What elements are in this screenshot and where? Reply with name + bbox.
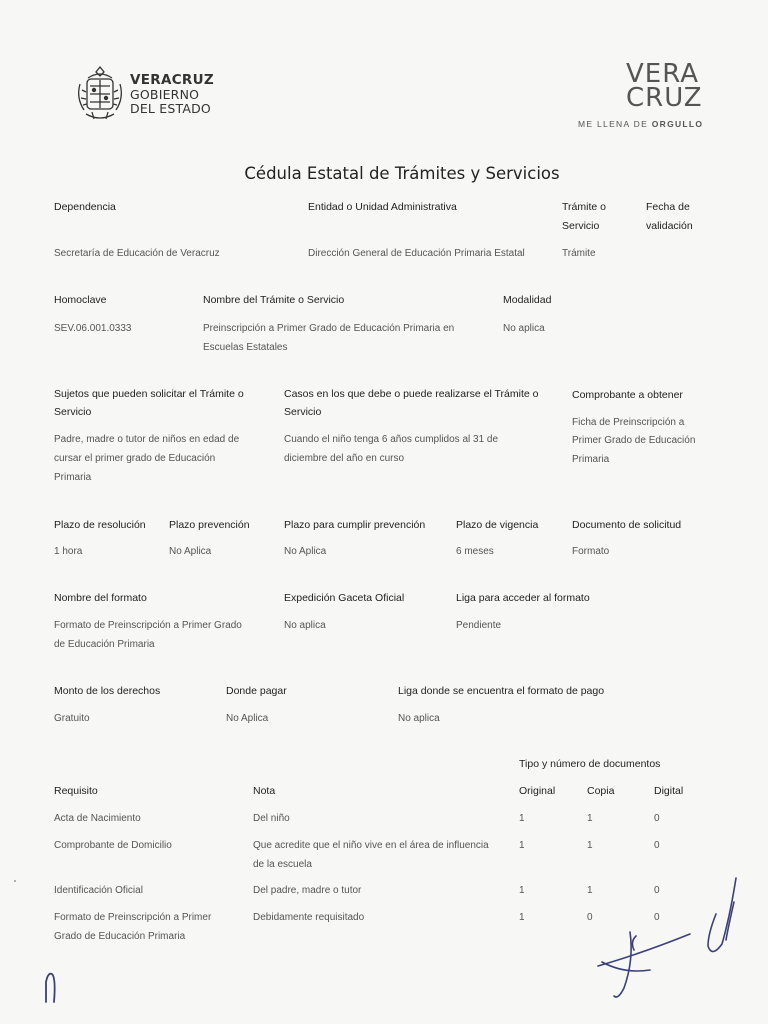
nombre-formato-value-1: Formato de Preinscripción a Primer Grado <box>54 620 242 631</box>
documento-solicitud-label: Documento de solicitud <box>572 519 682 531</box>
plazo-cumplir-value: No Aplica <box>284 546 327 557</box>
copia-cell: 1 <box>587 885 593 896</box>
monto-label: Monto de los derechos <box>54 685 161 697</box>
tipo-numero-documentos-header: Tipo y número de documentos <box>519 758 661 770</box>
fecha-label-1: Fecha de <box>646 201 690 213</box>
requisito-cell-line-2: Grado de Educación Primaria <box>54 931 186 942</box>
requisito-cell: Acta de Nacimiento <box>54 813 141 824</box>
col-original-header: Original <box>519 785 556 797</box>
digital-cell: 0 <box>654 885 660 896</box>
digital-cell: 0 <box>654 840 660 851</box>
requisito-cell: Formato de Preinscripción a Primer <box>54 912 212 923</box>
liga-formato-label: Liga para acceder al formato <box>456 592 590 604</box>
modalidad-label: Modalidad <box>503 294 552 306</box>
nombre-tramite-label: Nombre del Trámite o Servicio <box>203 294 345 306</box>
col-copia-header: Copia <box>587 785 615 797</box>
col-requisito-header: Requisito <box>54 785 98 797</box>
document-title: Cédula Estatal de Trámites y Servicios <box>244 164 560 183</box>
plazo-resolucion-label: Plazo de resolución <box>54 519 146 531</box>
nombre-formato-label: Nombre del formato <box>54 592 147 604</box>
digital-cell: 0 <box>654 912 660 923</box>
liga-formato-value: Pendiente <box>456 620 502 631</box>
sujetos-value-2: cursar el primer grado de Educación <box>54 453 216 464</box>
col-digital-header: Digital <box>654 785 684 797</box>
nombre-tramite-value-2: Escuelas Estatales <box>203 342 288 353</box>
comprobante-value-2: Primer Grado de Educación <box>572 435 696 446</box>
dependencia-label: Dependencia <box>54 201 116 213</box>
requisito-cell: Identificación Oficial <box>54 885 143 896</box>
fecha-label-2: validación <box>646 220 693 232</box>
brand-logo <box>618 59 703 113</box>
tagline-text: ME LLENA DE <box>578 119 649 129</box>
initial-mark <box>40 968 64 1004</box>
scan-speck <box>14 880 16 882</box>
sujetos-value-3: Primaria <box>54 472 92 483</box>
homoclave-value: SEV.06.001.0333 <box>54 323 132 334</box>
entidad-value: Dirección General de Educación Primaria Estatal <box>308 248 525 259</box>
casos-value-1: Cuando el niño tenga 6 años cumplidos al 31 de <box>284 434 499 445</box>
brand-line-2: CRUZ <box>626 83 703 113</box>
tramite-label-1: Trámite o <box>562 201 606 213</box>
comprobante-value-1: Ficha de Preinscripción a <box>572 417 685 428</box>
comprobante-label: Comprobante a obtener <box>572 389 683 401</box>
gaceta-value: No aplica <box>284 620 326 631</box>
monto-value: Gratuito <box>54 713 90 724</box>
casos-value-2: diciembre del año en curso <box>284 453 405 464</box>
plazo-vigencia-label: Plazo de vigencia <box>456 519 539 531</box>
plazo-resolucion-value: 1 hora <box>54 546 83 557</box>
seal-icon <box>74 64 126 126</box>
casos-label-1: Casos en los que debe o puede realizarse el Trámite o <box>284 388 539 400</box>
nombre-tramite-value-1: Preinscripción a Primer Grado de Educación Primaria en <box>203 323 455 334</box>
liga-pago-label: Liga donde se encuentra el formato de pago <box>398 685 605 697</box>
nota-cell-line-2: de la escuela <box>253 859 312 870</box>
copia-cell: 1 <box>587 840 593 851</box>
documento-solicitud-value: Formato <box>572 546 610 557</box>
original-cell: 1 <box>519 885 525 896</box>
nota-cell: Del niño <box>253 813 290 824</box>
nota-cell: Del padre, madre o tutor <box>253 885 362 896</box>
tagline-bold: ORGULLO <box>651 119 704 129</box>
signature-scribble <box>590 870 750 1010</box>
government-name: VERACRUZ <box>130 72 214 88</box>
sujetos-label-2: Servicio <box>54 406 92 418</box>
plazo-cumplir-label: Plazo para cumplir prevención <box>284 519 426 531</box>
entidad-label: Entidad o Unidad Administrativa <box>308 201 457 213</box>
brand-tagline <box>578 119 703 129</box>
copia-cell: 1 <box>587 813 593 824</box>
gaceta-label: Expedición Gaceta Oficial <box>284 592 405 604</box>
plazo-vigencia-value: 6 meses <box>456 546 494 557</box>
original-cell: 1 <box>519 840 525 851</box>
casos-label-2: Servicio <box>284 406 322 418</box>
original-cell: 1 <box>519 813 525 824</box>
nota-cell: Debidamente requisitado <box>253 912 365 923</box>
original-cell: 1 <box>519 912 525 923</box>
modalidad-value: No aplica <box>503 323 545 334</box>
dependencia-value: Secretaría de Educación de Veracruz <box>54 248 220 259</box>
government-seal <box>74 64 126 126</box>
plazo-prevencion-label: Plazo prevención <box>169 519 250 531</box>
liga-pago-value: No aplica <box>398 713 440 724</box>
tramite-value: Trámite <box>562 248 596 259</box>
government-line-2: DEL ESTADO <box>130 101 211 116</box>
donde-pagar-label: Donde pagar <box>226 685 287 697</box>
homoclave-label: Homoclave <box>54 294 107 306</box>
requisito-cell: Comprobante de Domicilio <box>54 840 172 851</box>
plazo-prevencion-value: No Aplica <box>169 546 212 557</box>
comprobante-value-3: Primaria <box>572 454 610 465</box>
tramite-label-2: Servicio <box>562 220 600 232</box>
copia-cell: 0 <box>587 912 593 923</box>
digital-cell: 0 <box>654 813 660 824</box>
nombre-formato-value-2: de Educación Primaria <box>54 639 155 650</box>
col-nota-header: Nota <box>253 785 276 797</box>
donde-pagar-value: No Aplica <box>226 713 269 724</box>
sujetos-value-1: Padre, madre o tutor de niños en edad de <box>54 434 240 445</box>
brand-line-1: VERA <box>626 59 700 89</box>
nota-cell: Que acredite que el niño vive en el área de influencia <box>253 840 489 851</box>
sujetos-label-1: Sujetos que pueden solicitar el Trámite o <box>54 388 244 400</box>
government-line-1: GOBIERNO <box>130 87 200 102</box>
